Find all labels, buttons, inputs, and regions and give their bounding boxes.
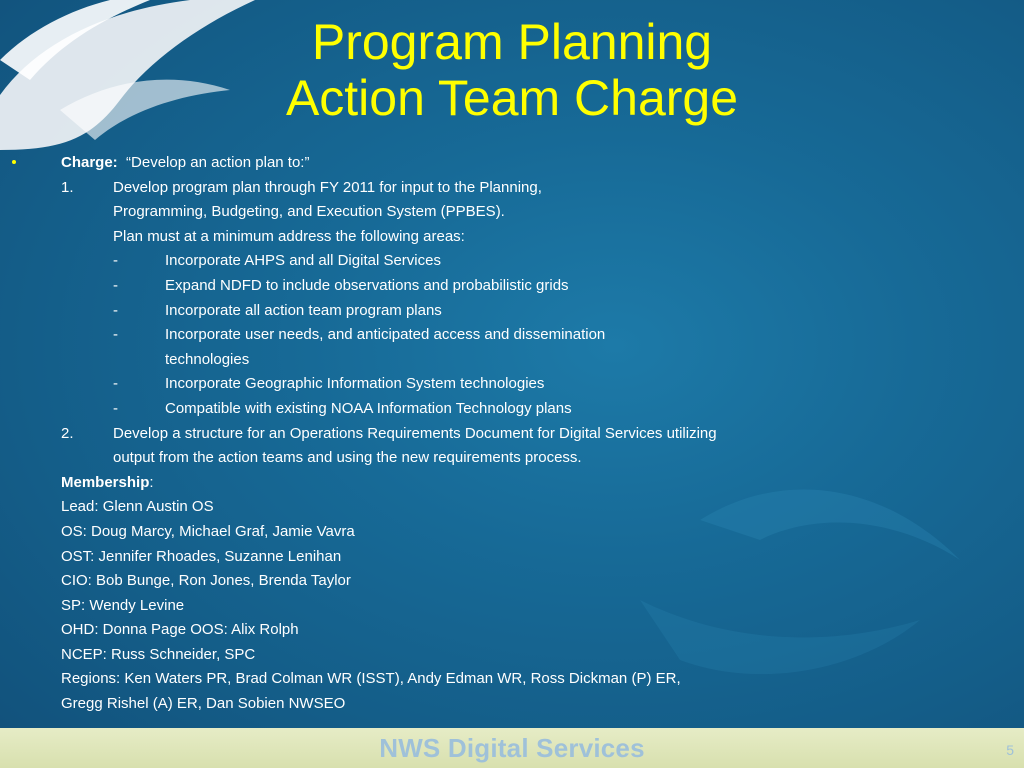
footer-title: NWS Digital Services: [379, 733, 645, 763]
charge-label: Charge:: [61, 154, 118, 171]
item-2-text-cont: output from the action teams and using the new requirements process.: [113, 449, 582, 467]
item-2-line-2: [61, 446, 961, 471]
item-1-line-3: [61, 225, 961, 250]
area-text-cont: technologies: [165, 350, 250, 368]
member-line: OS: Doug Marcy, Michael Graf, Jamie Vavra: [61, 522, 355, 540]
membership-label: Membership: [61, 473, 150, 491]
member-line: Lead: Glenn Austin OS: [61, 498, 214, 516]
dash-marker: -: [113, 375, 118, 393]
dash-marker: -: [113, 399, 118, 417]
dash-marker: -: [113, 326, 118, 344]
area-item: [61, 249, 961, 274]
member-line: NCEP: Russ Schneider, SPC: [61, 645, 256, 663]
page-number: 5: [1006, 742, 1014, 758]
area-text: Incorporate Geographic Information System technologies: [165, 375, 545, 393]
area-item: [61, 372, 961, 397]
member-line: OHD: Donna Page OOS: Alix Rolph: [61, 621, 299, 639]
item-1-line-2: [61, 200, 961, 225]
item-1-areas-intro: Plan must at a minimum address the following areas:: [113, 227, 465, 245]
item-2-text: Develop a structure for an Operations Requirements Document for Digital Services utilizing: [113, 424, 717, 442]
item-1-line-1: [61, 176, 961, 201]
dash-marker: -: [113, 301, 118, 319]
title-line-2: Action Team Charge: [285, 70, 739, 126]
member-line: Gregg Rishel (A) ER, Dan Sobien NWSEO: [61, 695, 346, 713]
member-line: Regions: Ken Waters PR, Brad Colman WR (ISST), Andy Edman WR, Ross Dickman (P) ER,: [61, 670, 681, 688]
member-line: OST: Jennifer Rhoades, Suzanne Lenihan: [61, 547, 342, 565]
membership-colon: :: [149, 473, 154, 491]
area-item: [61, 397, 961, 422]
slide-title: [180, 14, 844, 126]
item-1-text: Develop program plan through FY 2011 for input to the Planning,: [113, 178, 542, 196]
dash-marker: -: [113, 276, 118, 294]
item-1-text-cont: Programming, Budgeting, and Execution System (PPBES).: [113, 203, 505, 221]
area-item-continuation: [61, 348, 961, 373]
area-text: Incorporate AHPS and all Digital Services: [165, 252, 441, 270]
dash-marker: -: [113, 252, 118, 270]
area-item: [61, 299, 961, 324]
title-line-1: Program Planning: [311, 14, 713, 70]
area-text: Incorporate user needs, and anticipated access and dissemination: [165, 326, 606, 344]
slide-body: [61, 151, 961, 717]
member-line: SP: Wendy Levine: [61, 596, 185, 614]
bullet-marker: [12, 160, 16, 164]
area-text: Compatible with existing NOAA Information Technology plans: [165, 399, 572, 417]
area-text: Expand NDFD to include observations and probabilistic grids: [165, 276, 569, 294]
item-2-number: 2.: [61, 424, 74, 442]
area-text: Incorporate all action team program plans: [165, 301, 442, 319]
item-2-line-1: [61, 422, 961, 447]
charge-line: [61, 151, 961, 176]
charge-text: “Develop an action plan to:”: [126, 154, 310, 171]
item-1-number: 1.: [61, 178, 74, 196]
member-line: CIO: Bob Bunge, Ron Jones, Brenda Taylor: [61, 572, 351, 590]
area-item: [61, 323, 961, 348]
area-item: [61, 274, 961, 299]
membership-heading: [61, 471, 961, 496]
